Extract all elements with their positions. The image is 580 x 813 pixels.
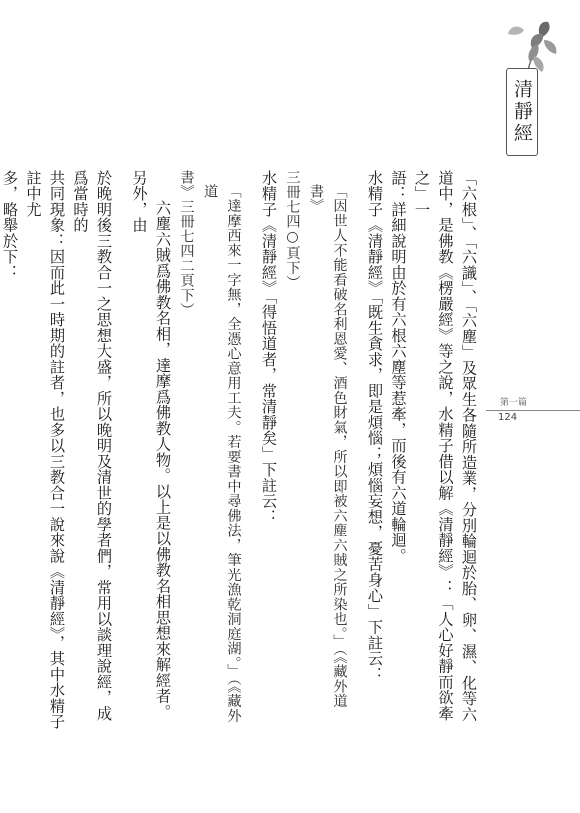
- text-line: 語：詳細說明由於有六根六塵等惹牽，而後有六道輪迴。: [389, 170, 408, 564]
- quote-line: 「達摩西來一字無，全憑心意用工夫。若要書中尋佛法，筆光漁乾洞庭湖。」（《藏外道: [202, 184, 242, 724]
- header-logo: [496, 10, 566, 160]
- text-line: 道中，是佛教《楞嚴經》等之說，水精子借以解《清靜經》：「人心好靜而欲牽之」一: [413, 170, 455, 722]
- page-info: [486, 395, 580, 423]
- text-line: 水精子《清靜經》「得悟道者，常清靜矣」下註云：: [260, 170, 278, 525]
- margin-rule: [486, 410, 580, 411]
- text-line: 於晚明後三教合一之思想大盛，所以晚明及清世的學者們，常用以談理說經，成爲當時的: [71, 170, 113, 722]
- text-line: 六塵六賊爲佛教名相，達摩爲佛教人物。以上是以佛教名相思想來解經者。另外，由: [130, 170, 172, 721]
- page-number: 124: [498, 412, 518, 423]
- quote-line: 書》三冊七四二頁下）: [178, 170, 195, 318]
- vertical-body-text: [1, 170, 480, 730]
- quote-line: 三冊七四○頁下）: [284, 170, 301, 290]
- text-line: 「六根」、「六識」、「六塵」及眾生各隨所造業，分別輪迴於胎、卵、濕、化等六: [460, 170, 478, 723]
- text-line: 共同現象：因而此一時期的註者，也多以三教合一說來說《清靜經》，其中水精子註中尤: [24, 170, 66, 730]
- text-line: 水精子《清靜經》「既生貪求，即是煩惱；煩惱妄想，憂苦身心」下註云：: [366, 170, 384, 683]
- quote-line: 「因世人不能看破名利恩愛、酒色財氣，所以即被六塵六賊之所染也。」（《藏外道書》: [308, 184, 348, 709]
- chapter-label: 第一篇: [500, 398, 528, 408]
- book-title-emblem: 清靜經: [506, 68, 538, 156]
- text-line: 多，略舉於下：: [1, 170, 19, 281]
